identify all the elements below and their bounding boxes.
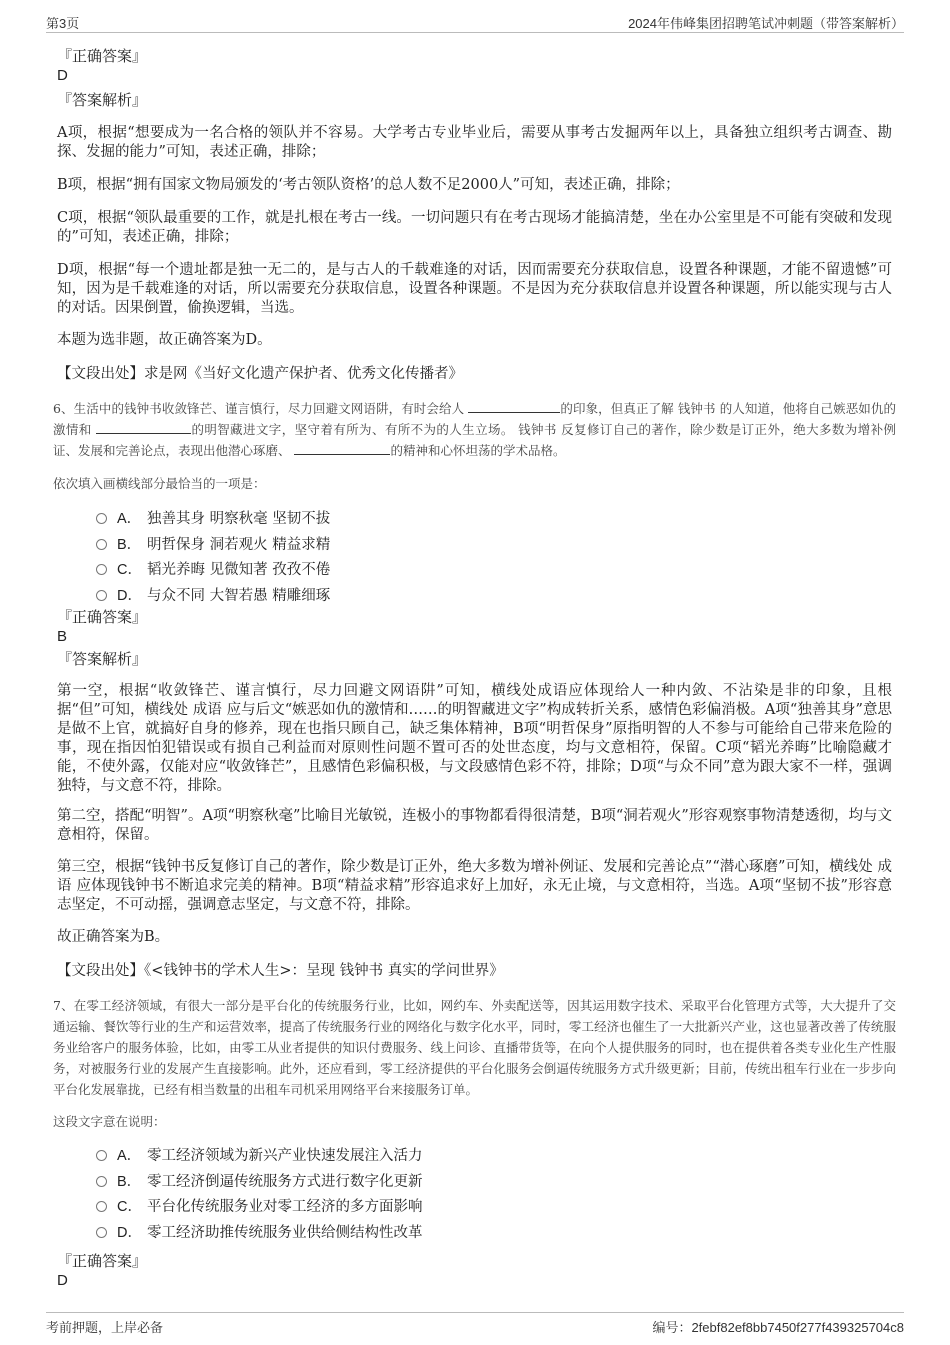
radio-icon[interactable]	[96, 1176, 107, 1187]
q7-stem: 7、在零工经济领域，有很大一部分是平台化的传统服务行业，比如，网约车、外卖配送等，因其运用数字技术、采取平台化管理方式等，大大提升了交通运输、餐饮等行业的生产和运营效率，提高了传统服务行业的网络化与数字化水平，同时，零工经济也催生了一大批新兴产业，这也显著改善了传统服务业给客户的服务体验，比如，由零工从业者提供的知识付费服务、线上问诊、直播带货等，在向个人提供服务的同时，也在提供着各类专业化生产性服务，对被服务行业的发展产生直接影响。此外，还应看到，零工经济提供的平台化服务会倒逼传统服务方式升级更新；目前，传统出租车行业在一步步向平台化发展靠拢，已经有相当数量的出租车司机采用网络平台来接服务订单。	[53, 998, 896, 1097]
page-footer	[46, 1312, 904, 1337]
option-text: 与众不同 大智若愚 精雕细琢	[147, 588, 331, 604]
q6-analysis-blank1: 第一空，根据“收敛锋芒、谨言慎行，尽力回避文网语阱”可知，横线处成语应体现给人一种内敛、不沾染是非的印象，且根据“但”可知，横线处 成语 应与后文“嫉恶如仇的激情和……的明智藏进文字”构成转折关系，感情色彩偏消极。A项“独善其身”意思是做不上官，就搞好自身的修养，现在也指只顾自己，缺乏集体精神，B项“明哲保身”原指明智的人不参与可能给自己带来危险的事，现在指因怕犯错误或有损自己利益而对原则性问题不置可否的处世态度，均与文意相符，保留。C项“韬光养晦”比喻隐藏才能，不使外露，仅能对应“收敛锋芒”，且感情色彩偏积极，与文段感情色彩不符，排除；D项“与众不同”意为跟大家不一样，强调独特，与文意不符，排除。	[57, 683, 892, 794]
q7-option-a[interactable]	[96, 1146, 423, 1166]
option-key: A．	[117, 1148, 142, 1164]
q6-stem	[53, 398, 896, 461]
q5-analysis-d: D项，根据“每一个遗址都是独一无二的，是与古人的千载难逢的对话，因而需要充分获取信息，设置各种课题，才能不留遗憾”可知，因为是千载难逢的对话，所以需要充分获取信息，设置各种课题。不是因为充分获取信息并设置各种课题，所以能实现与古人的对话。因果倒置，偷换逻辑，当选。	[57, 262, 892, 316]
radio-icon[interactable]	[96, 539, 107, 550]
blank-1	[468, 400, 560, 413]
q6-conclusion: 故正确答案为B。	[57, 929, 170, 945]
q5-answer-label: 『正确答案』	[57, 47, 148, 65]
stem-text: 的明智藏进文字，坚守着有所为、有所不为的人生立场。 钱钟书 反复修订自己的著作，除少数是订正外，绝大多数为增补例证、发展和完善论点，表现出他潜心琢磨、	[53, 422, 896, 458]
q5-conclusion: 本题为选非题，故正确答案为D。	[57, 332, 272, 348]
radio-icon[interactable]	[96, 590, 107, 601]
q7-option-c[interactable]	[96, 1197, 423, 1217]
source-text: 《<钱钟书的学术人生>：呈现 钱钟书 真实的学问世界》	[144, 963, 504, 979]
q6-option-d[interactable]	[96, 586, 330, 606]
radio-icon[interactable]	[96, 513, 107, 524]
option-text: 韬光养晦 见微知著 孜孜不倦	[147, 562, 331, 578]
q7-option-d[interactable]	[96, 1223, 423, 1243]
q6-analysis-label: 『答案解析』	[57, 650, 148, 668]
q7-option-b[interactable]	[96, 1172, 423, 1192]
option-text: 平台化传统服务业对零工经济的多方面影响	[147, 1199, 423, 1215]
option-text: 明哲保身 洞若观火 精益求精	[147, 537, 331, 553]
q5-answer: D	[57, 67, 68, 84]
option-key: D．	[117, 588, 142, 604]
option-text: 零工经济助推传统服务业供给侧结构性改革	[147, 1225, 423, 1241]
q5-analysis-label: 『答案解析』	[57, 91, 148, 109]
page-header	[46, 10, 904, 33]
blank-2	[96, 421, 191, 434]
q7-prompt: 这段文字意在说明：	[53, 1114, 166, 1129]
q6-analysis-blank3: 第三空，根据“钱钟书反复修订自己的著作，除少数是订正外，绝大多数为增补例证、发展和完善论点”“潜心琢磨”可知，横线处 成语 应体现钱钟书不断追求完美的精神。B项“精益求精”形容追求好上加好，永无止境，与文意相符，当选。A项“坚韧不拔”形容意志坚定，不可动摇，强调意志坚定，与文意不符，排除。	[57, 859, 892, 913]
blank-3	[294, 442, 390, 455]
q5-analysis-b: B项，根据“拥有国家文物局颁发的‘考古领队资格’的总人数不足2000人”可知，表述正确，排除；	[57, 177, 680, 193]
document-code	[652, 1317, 904, 1336]
q6-answer: B	[57, 628, 68, 645]
radio-icon[interactable]	[96, 564, 107, 575]
q6-option-b[interactable]	[96, 535, 330, 555]
stem-text: 6、生活中的钱钟书收敛锋芒、谨言慎行，尽力回避文网语阱，有时会给人	[53, 401, 469, 416]
radio-icon[interactable]	[96, 1227, 107, 1238]
q6-prompt: 依次填入画横线部分最恰当的一项是：	[53, 476, 266, 491]
radio-icon[interactable]	[96, 1201, 107, 1212]
q6-analysis-blank2: 第二空，搭配“明智”。A项“明察秋毫”比喻目光敏锐，连极小的事物都看得很清楚，B项“洞若观火”形容观察事物清楚透彻，均与文意相符，保留。	[57, 808, 892, 843]
q6-answer-label: 『正确答案』	[57, 608, 148, 626]
q6-option-a[interactable]	[96, 509, 330, 529]
page-number: 第3页	[46, 16, 80, 31]
source-text: 求是网《当好文化遗产保护者、优秀文化传播者》	[144, 366, 463, 382]
option-key: B．	[117, 537, 142, 553]
option-text: 零工经济倒逼传统服务方式进行数字化更新	[147, 1174, 423, 1190]
q5-analysis-c: C项，根据“领队最重要的工作，就是扎根在考古一线。一切问题只有在考古现场才能搞清楚，坐在办公室里是不可能有突破和发现的”可知，表述正确，排除；	[57, 210, 892, 245]
q6-option-c[interactable]	[96, 560, 330, 580]
radio-icon[interactable]	[96, 1150, 107, 1161]
option-text: 零工经济领域为新兴产业快速发展注入活力	[147, 1148, 423, 1164]
option-text: 独善其身 明察秋毫 坚韧不拔	[147, 511, 331, 527]
option-key: A．	[117, 511, 142, 527]
q7-answer-label: 『正确答案』	[57, 1252, 148, 1270]
option-key: D．	[117, 1225, 142, 1241]
option-key: C．	[117, 1199, 142, 1215]
code-value: 2febf82ef8bb7450f277f439325704c8	[691, 1320, 904, 1335]
q5-analysis-a: A项，根据“想要成为一名合格的领队并不容易。大学考古专业毕业后，需要从事考古发掘两年以上，具备独立组织考古调查、勘探、发掘的能力”可知，表述正确，排除；	[57, 125, 892, 160]
stem-text: 的印象，但真正了解 钱钟书 的人知道，他将自己嫉恶如仇的激情和	[53, 401, 896, 437]
footer-slogan: 考前押题，上岸必备	[46, 1320, 164, 1335]
option-key: B．	[117, 1174, 142, 1190]
document-title: 2024年伟峰集团招聘笔试冲刺题（带答案解析）	[628, 16, 904, 31]
source-label: 【文段出处】	[57, 366, 144, 382]
q6-source	[57, 962, 892, 981]
option-key: C．	[117, 562, 142, 578]
code-label: 编号：	[652, 1320, 692, 1335]
q5-source	[57, 365, 892, 384]
stem-text: 的精神和心怀坦荡的学术品格。	[390, 443, 566, 458]
source-label: 【文段出处】	[57, 963, 144, 979]
q7-answer: D	[57, 1272, 68, 1289]
